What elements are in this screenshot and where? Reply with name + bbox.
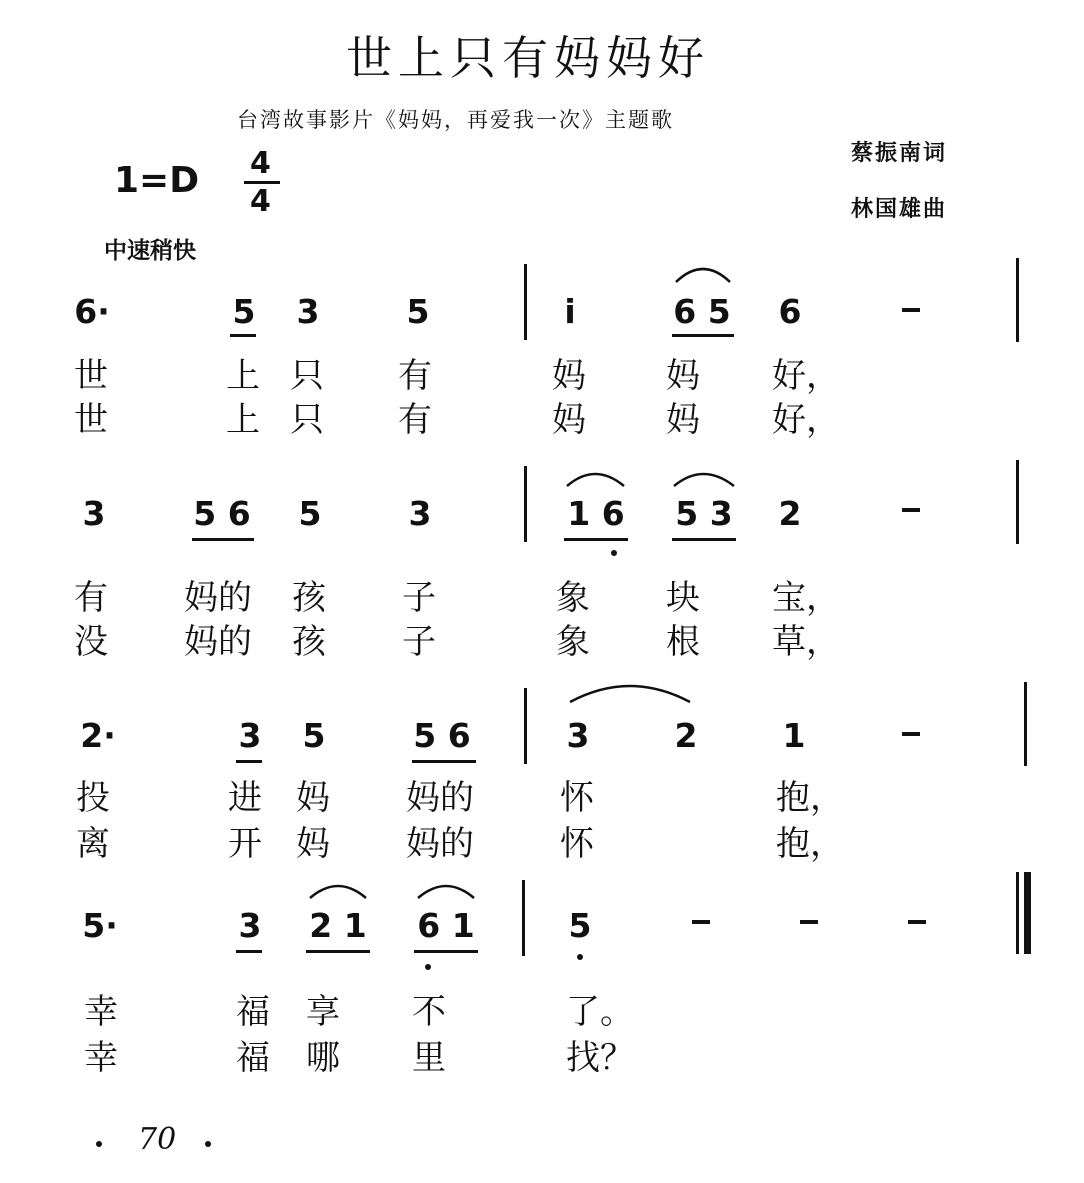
- bar-line: [524, 264, 527, 340]
- lyric: 妈: [552, 356, 586, 396]
- time-signature-top: 4: [250, 146, 271, 181]
- bar-line: [1024, 682, 1027, 766]
- eighth-underline: [236, 760, 262, 763]
- note: 5: [406, 292, 430, 331]
- note: 1: [782, 716, 806, 755]
- page-number: 70: [138, 1122, 177, 1157]
- lyric: 妈的: [406, 824, 474, 864]
- final-barline-thin: [1016, 872, 1019, 954]
- bar-line: [522, 880, 525, 956]
- low-octave-dot: [425, 964, 431, 970]
- extension-dash: [692, 920, 710, 924]
- eighth-underline: [564, 538, 628, 541]
- lyric: 块: [666, 578, 700, 618]
- lyricist-credit: 蔡振南词: [851, 141, 948, 166]
- lyric: 抱，: [776, 824, 844, 864]
- lyric: 上: [226, 400, 260, 440]
- note: 5: [568, 906, 592, 945]
- song-subtitle: 台湾故事影片《妈妈，再爱我一次》主题歌: [237, 108, 674, 132]
- page-number-dot-right: [205, 1141, 211, 1147]
- lyric: 好，: [772, 400, 840, 440]
- page-number-dot-left: [96, 1141, 102, 1147]
- low-octave-dot: [577, 954, 583, 960]
- slur: [674, 474, 734, 486]
- eighth-underline: [306, 950, 370, 953]
- lyric: 世: [74, 400, 108, 440]
- lyric: 幸: [84, 1038, 118, 1078]
- note: 3: [82, 494, 106, 533]
- lyric: 妈: [296, 778, 330, 818]
- note: 3: [296, 292, 320, 331]
- note: 6 5: [673, 292, 731, 331]
- lyric: 只: [290, 356, 324, 396]
- eighth-underline: [672, 538, 736, 541]
- eighth-underline: [230, 334, 256, 337]
- note: 5: [298, 494, 322, 533]
- note: 6 1: [417, 906, 475, 945]
- extension-dash: [902, 732, 920, 736]
- extension-dash: [800, 920, 818, 924]
- lyric: 孩: [292, 578, 326, 618]
- lyric: 开: [228, 824, 262, 864]
- lyric: 享: [306, 992, 340, 1032]
- lyric: 怀: [560, 778, 594, 818]
- lyric: 妈的: [406, 778, 474, 818]
- lyric: 找？: [566, 1038, 634, 1078]
- slur: [570, 686, 690, 702]
- lyric: 根: [666, 622, 700, 662]
- lyric: 妈: [296, 824, 330, 864]
- slur: [676, 269, 730, 282]
- lyric: 象: [556, 578, 590, 618]
- eighth-underline: [672, 334, 734, 337]
- note: 2: [778, 494, 802, 533]
- lyric: 妈的: [184, 578, 252, 618]
- lyric: 有: [74, 578, 108, 618]
- lyric: 没: [74, 622, 108, 662]
- lyric: 有: [398, 356, 432, 396]
- lyric: 里: [412, 1038, 446, 1078]
- eighth-underline: [414, 950, 478, 953]
- lyric: 世: [74, 356, 108, 396]
- lyric: 草，: [772, 622, 840, 662]
- note: 5: [302, 716, 326, 755]
- lyric: 进: [228, 778, 262, 818]
- lyric: 不: [412, 992, 446, 1032]
- extension-dash: [902, 508, 920, 512]
- song-title: 世上只有妈妈好: [346, 31, 710, 85]
- slur: [310, 886, 366, 898]
- note: i: [564, 292, 576, 331]
- lyric: 上: [226, 356, 260, 396]
- bar-line: [1016, 460, 1019, 544]
- lyric: 幸: [84, 992, 118, 1032]
- note: 6·: [74, 292, 110, 331]
- lyric: 孩: [292, 622, 326, 662]
- lyric: 福: [236, 1038, 270, 1078]
- lyric: 妈: [552, 400, 586, 440]
- composer-credit: 林国雄曲: [851, 197, 948, 222]
- note: 5 6: [413, 716, 471, 755]
- note: 3: [238, 906, 262, 945]
- lyric: 象: [556, 622, 590, 662]
- note: 3: [408, 494, 432, 533]
- lyric: 离: [76, 824, 110, 864]
- note: 3: [566, 716, 590, 755]
- lyric: 了。: [566, 992, 634, 1032]
- note: 1 6: [567, 494, 625, 533]
- lyric: 哪: [306, 1038, 340, 1078]
- lyric: 福: [236, 992, 270, 1032]
- bar-line: [524, 466, 527, 542]
- extension-dash: [902, 308, 920, 312]
- final-barline-thick: [1024, 872, 1031, 954]
- note: 5 6: [193, 494, 251, 533]
- slur: [567, 474, 624, 486]
- extension-dash: [908, 920, 926, 924]
- lyric: 宝，: [772, 578, 840, 618]
- lyric: 只: [290, 400, 324, 440]
- bar-line: [524, 688, 527, 764]
- note: 6: [778, 292, 802, 331]
- bar-line: [1016, 258, 1019, 342]
- eighth-underline: [236, 950, 262, 953]
- key-signature: 1=D: [114, 160, 200, 201]
- lyric: 妈: [666, 400, 700, 440]
- note: 5: [232, 292, 256, 331]
- tempo-marking: 中速稍快: [104, 238, 196, 264]
- time-signature-bottom: 4: [250, 184, 271, 219]
- lyric: 好，: [772, 356, 840, 396]
- lyric: 子: [402, 578, 436, 618]
- lyric: 怀: [560, 824, 594, 864]
- note: 5 3: [675, 494, 733, 533]
- eighth-underline: [192, 538, 254, 541]
- note: 3: [238, 716, 262, 755]
- slur: [418, 886, 474, 898]
- note: 2 1: [309, 906, 367, 945]
- lyric: 妈: [666, 356, 700, 396]
- lyric: 有: [398, 400, 432, 440]
- eighth-underline: [412, 760, 476, 763]
- lyric: 子: [402, 622, 436, 662]
- lyric: 抱，: [776, 778, 844, 818]
- note: 2·: [80, 716, 116, 755]
- note: 2: [674, 716, 698, 755]
- note: 5·: [82, 906, 118, 945]
- lyric: 投: [76, 778, 110, 818]
- low-octave-dot: [611, 550, 617, 556]
- lyric: 妈的: [184, 622, 252, 662]
